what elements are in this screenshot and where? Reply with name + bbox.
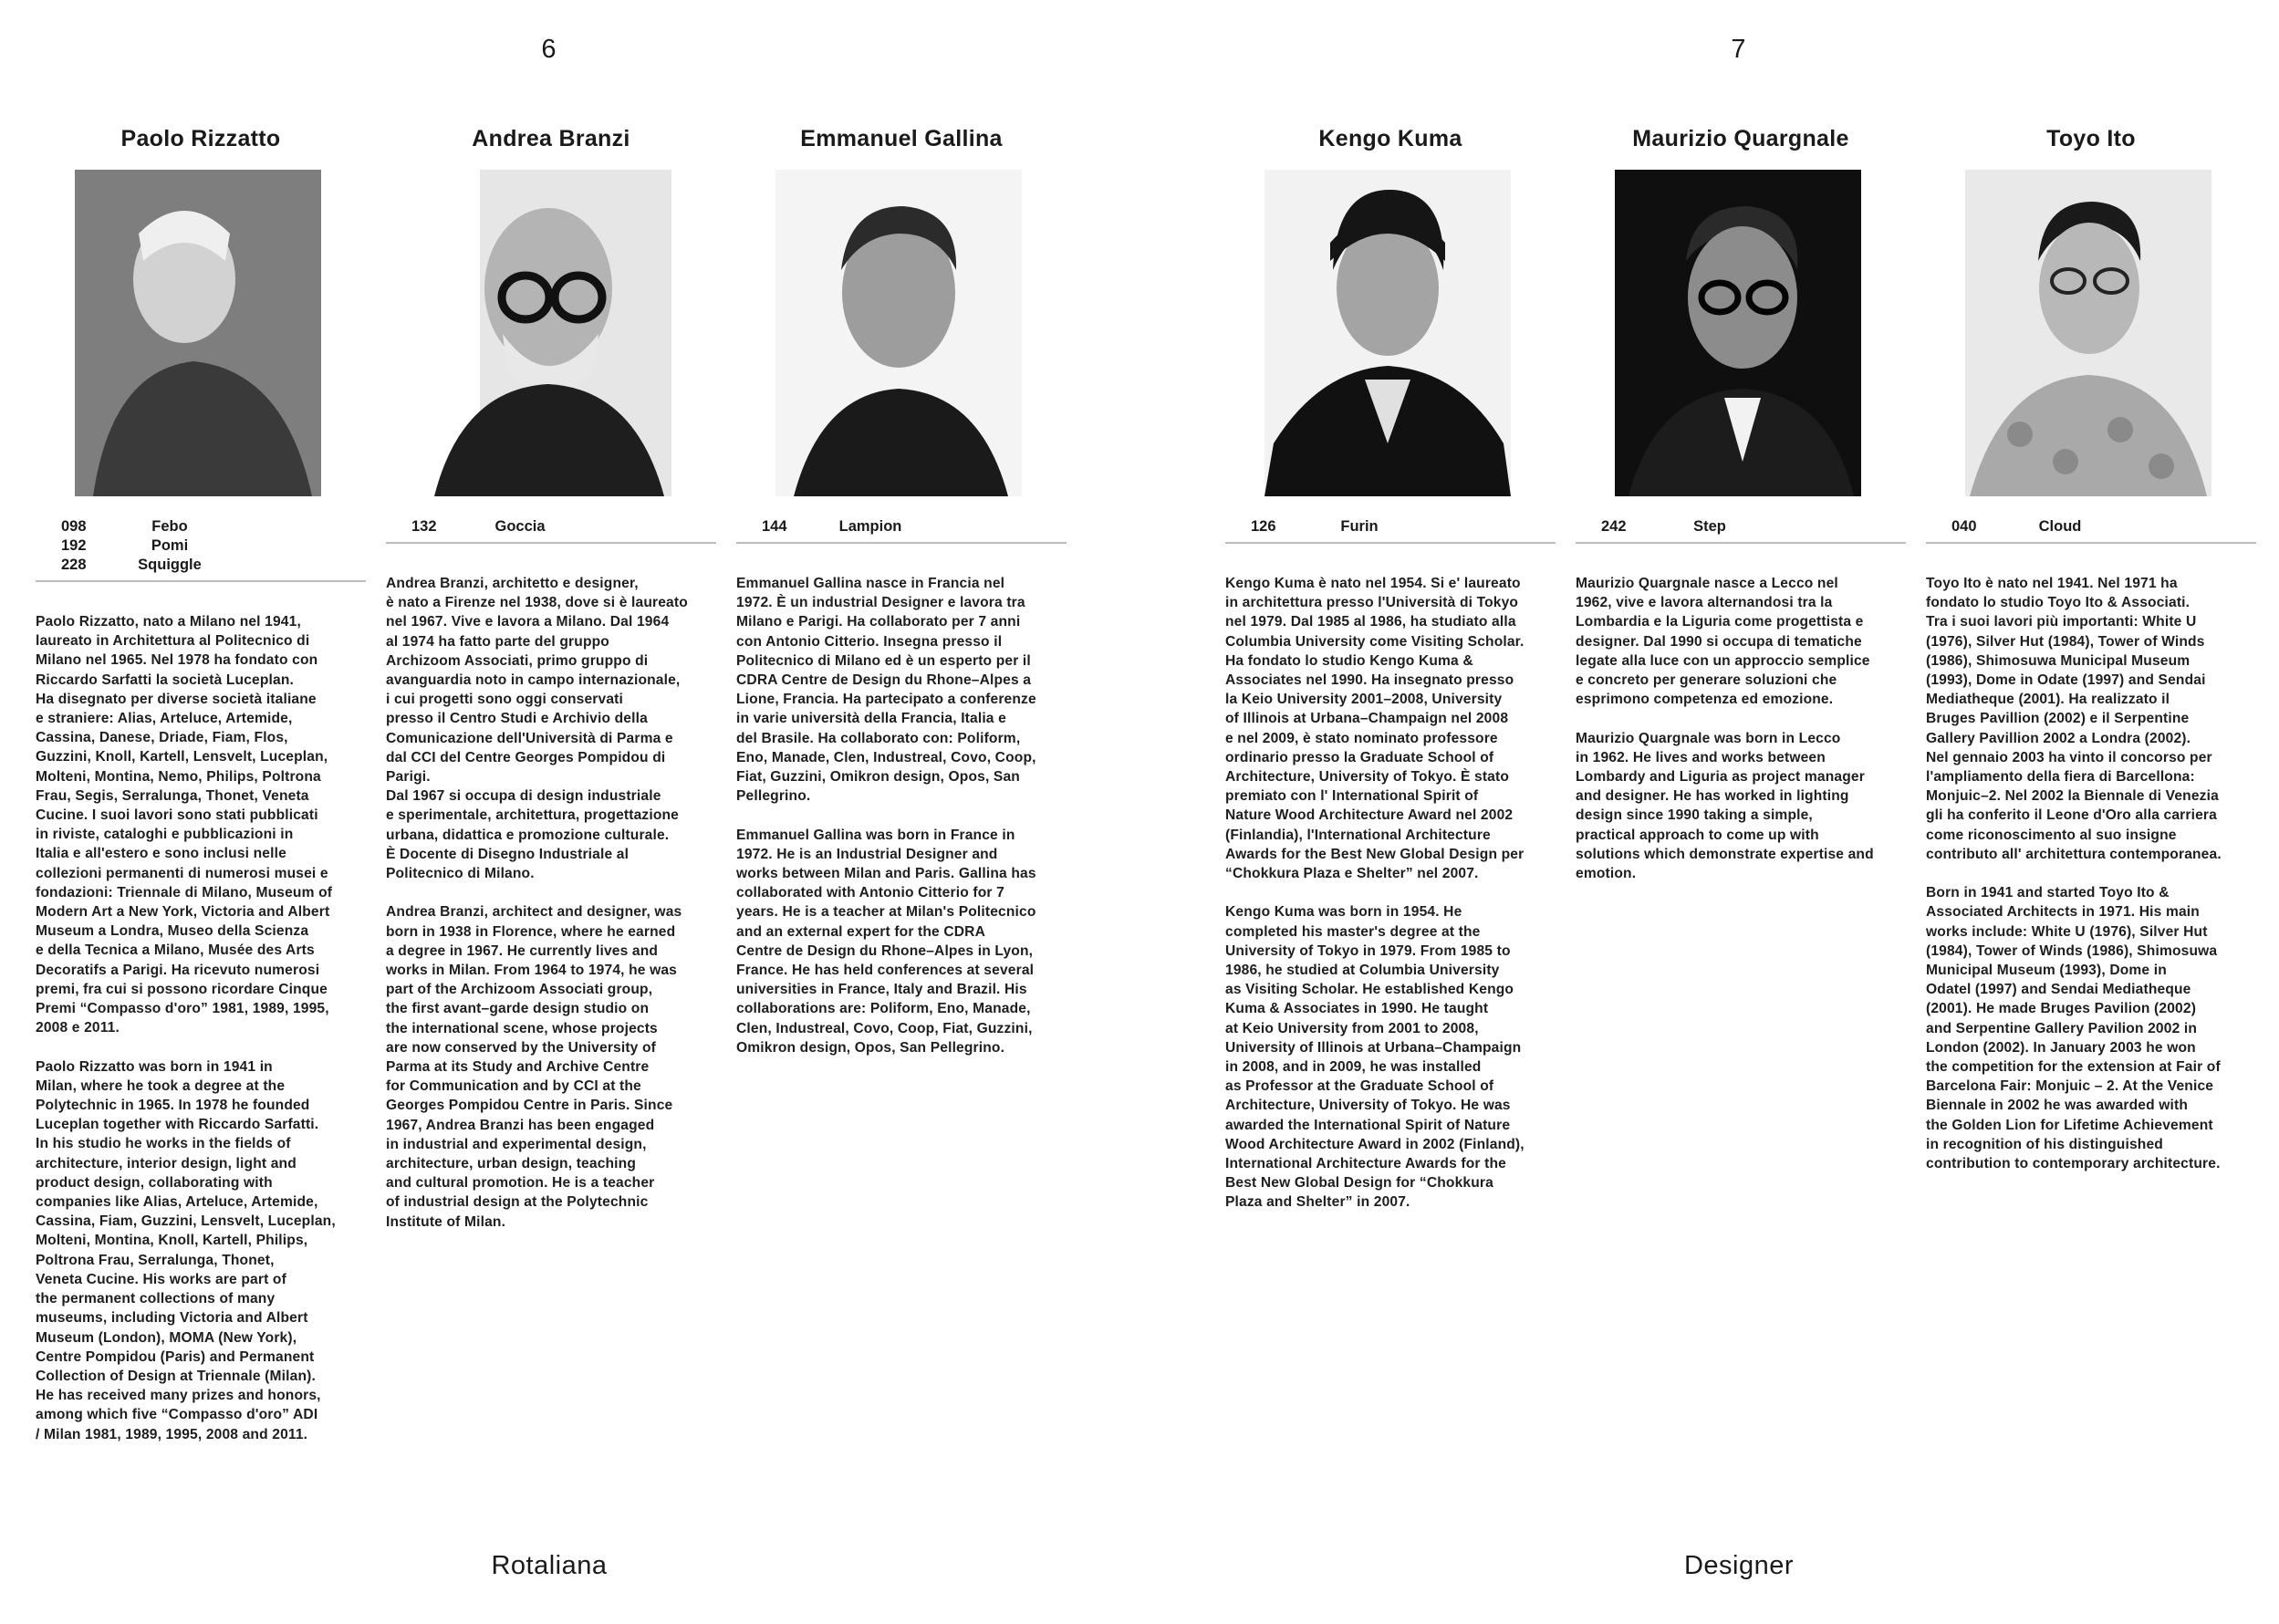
designer-portrait <box>1615 170 1861 496</box>
product-name: Goccia <box>494 518 546 535</box>
designer-name: Andrea Branzi <box>472 126 630 151</box>
bio-english: Maurizio Quargnale was born in Lecco in 1962. He lives and works between Lombardy and Liguria as project manager and designer. He has worked in lighting design since 1990 taking a simple, practical approach to come up with solutions which demonstrate expertise and emotion. <box>1576 730 1874 882</box>
bio-italian: Andrea Branzi, architetto e designer, è nato a Firenze nel 1938, dove si è laureato nel 1967. Vive e lavora a Milano. Dal 1964 al 1974 ha fatto parte del gruppo Archizoom Associati, primo gruppo di avanguardia noto in campo internazionale, i cui progetti sono oggi conservati presso il Centro Studi e Archivio della Comunicazione dell'Università di Parma e dal CCI del Centre Georges Pompidou di Parigi. Dal 1967 si occupa di design industriale e sperimentale, architettura, progettazione urbana, didattica e promozione culturale. È Docente di Disegno Industriale al Politecnico di Milano. <box>386 576 688 882</box>
product-name: Step <box>1693 518 1726 535</box>
product-code: 228 <box>61 557 87 573</box>
left-page-number: 6 <box>541 35 557 64</box>
designer-name: Kengo Kuma <box>1318 126 1462 151</box>
product-name: Furin <box>1340 518 1379 535</box>
designer-portrait <box>1965 170 2211 496</box>
product-row[interactable] <box>1576 517 1906 536</box>
product-name: Pomi <box>151 537 189 554</box>
product-code: 132 <box>411 518 437 535</box>
designer-bio <box>1576 574 1906 902</box>
bio-italian: Emmanuel Gallina nasce in Francia nel 1972. È un industrial Designer e lavora tra Milano e Parigi. Ha collaborato per 7 anni con Antonio Citterio. Insegna presso il Politecnico di Milano ed è un esperto per il CDRA Centre de Design du Rhone–Alpes a Lione, Francia. Ha partecipato a conferenze in varie università della Francia, Italia e del Brasile. Ha collaborato con: Poliform, Eno, Manade, Clen, Industreal, Covo, Coop, Fiat, Guzzini, Omikron design, Opos, San Pellegrino. <box>736 576 1036 805</box>
product-list <box>1225 517 1556 544</box>
designer-name: Maurizio Quargnale <box>1632 126 1849 151</box>
product-row[interactable] <box>1225 517 1556 536</box>
left-footer-title: Rotaliana <box>491 1551 608 1580</box>
designer-portrait <box>1264 170 1511 496</box>
designer-name: Paolo Rizzatto <box>120 126 281 151</box>
product-name: Lampion <box>838 518 902 535</box>
product-code: 126 <box>1251 518 1276 535</box>
bio-english: Kengo Kuma was born in 1954. He completed his master's degree at the University of Tokyo in 1979. From 1985 to 1986, he studied at Columbia University as Visiting Scholar. He established Kengo Kuma & Associates in 1990. He taught at Keio University from 2001 to 2008, University of Illinois at Urbana–Champaign in 2008, and in 2009, he was installed as Professor at the Graduate School of Architecture, University of Tokyo. He was awarded the International Spirit of Nature Wood Architecture Award in 2002 (Finland), International Architecture Awards for the Best New Global Design for “Chokkura Plaza and Shelter” in 2007. <box>1225 904 1525 1211</box>
product-list <box>736 517 1067 544</box>
designer-bio <box>36 612 366 1463</box>
product-row[interactable] <box>36 556 366 575</box>
bio-italian: Kengo Kuma è nato nel 1954. Si e' laureato in architettura presso l'Università di Tokyo nel 1979. Dal 1985 al 1986, ha studiato alla Columbia University come Visiting Scholar. Ha fondato lo studio Kengo Kuma & Associates nel 1990. Ha insegnato presso la Keio University 2001–2008, University of Illinois at Urbana–Champaign nel 2008 e nel 2009, è stato nominato professore ordinario presso la Graduate School of Architecture, University of Tokyo. È stato premiato con l' International Spirit of Nature Wood Architecture Award nel 2002 (Finlandia), l'International Architecture Awards for the Best New Global Design per “Chokkura Plaza e Shelter” nel 2007. <box>1225 576 1525 882</box>
right-footer-title: Designer <box>1683 1551 1795 1580</box>
product-code: 040 <box>1951 518 1977 535</box>
product-name: Squiggle <box>138 557 202 573</box>
product-row[interactable] <box>1926 517 2256 536</box>
bio-italian: Maurizio Quargnale nasce a Lecco nel 1962, vive e lavora alternandosi tra la Lombardia e la Liguria come progettista e designer. Dal 1990 si occupa di tematiche legate alla luce con un approccio semplice e concreto per generare soluzioni che esprimono competenza ed emozione. <box>1576 576 1870 708</box>
product-code: 098 <box>61 518 87 535</box>
bio-english: Emmanuel Gallina was born in France in 1972. He is an Industrial Designer and works between Milan and Paris. Gallina has collaborated with Antonio Citterio for 7 years. He is a teacher at Milan's Politecnico and an external expert for the CDRA Centre de Design du Rhone–Alpes in Lyon, France. He has held conferences at several universities in France, Italy and Brazil. His collaborations are: Poliform, Eno, Manade, Clen, Industreal, Covo, Coop, Fiat, Guzzini, Omikron design, Opos, San Pellegrino. <box>736 827 1036 1056</box>
product-name: Cloud <box>2038 518 2082 535</box>
designer-portrait <box>75 170 321 496</box>
designer-bio <box>1926 574 2256 1192</box>
product-row[interactable] <box>736 517 1067 536</box>
product-row[interactable] <box>386 517 716 536</box>
product-row[interactable] <box>36 536 366 556</box>
designer-portrait <box>425 170 671 496</box>
product-list <box>36 517 366 582</box>
product-code: 242 <box>1601 518 1627 535</box>
product-list <box>1926 517 2256 544</box>
designer-bio <box>736 574 1067 1077</box>
product-list <box>386 517 716 544</box>
designer-bio <box>1225 574 1556 1232</box>
designer-name: Emmanuel Gallina <box>800 126 1003 151</box>
designer-bio <box>386 574 716 1251</box>
product-row[interactable] <box>36 517 366 536</box>
bio-english: Paolo Rizzatto was born in 1941 in Milan, where he took a degree at the Polytechnic in 1965. In 1978 he founded Luceplan together with Riccardo Sarfatti. In his studio he works in the fields of architecture, interior design, light and product design, collaborating with companies like Alias, Arteluce, Artemide, Cassina, Fiam, Guzzini, Lensvelt, Luceplan, Molteni, Montina, Knoll, Kartell, Philips, Poltrona Frau, Serralunga, Thonet, Veneta Cucine. His works are part of the permanent collections of many museums, including Victoria and Albert Museum (London), MOMA (New York), Centre Pompidou (Paris) and Permanent Collection of Design at Triennale (Milan). He has received many prizes and honors, among which five “Compasso d'oro” ADI / Milan 1981, 1989, 1995, 2008 and 2011. <box>36 1058 336 1442</box>
product-name: Febo <box>151 518 188 535</box>
bio-italian: Paolo Rizzatto, nato a Milano nel 1941, laureato in Architettura al Politecnico di Milano nel 1965. Nel 1978 ha fondato con Riccardo Sarfatti la società Luceplan. Ha disegnato per diverse società italiane e straniere: Alias, Arteluce, Artemide, Cassina, Danese, Driade, Fiam, Flos, Guzzini, Knoll, Kartell, Lensvelt, Luceplan, Molteni, Montina, Nemo, Philips, Poltrona Frau, Segis, Serralunga, Thonet, Veneta Cucine. I suoi lavori sono stati pubblicati in riviste, cataloghi e pubblicazioni in Italia e all'estero e sono inclusi nelle collezioni permanenti di numerosi musei e fondazioni: Triennale di Milano, Museum of Modern Art a New York, Victoria and Albert Museum a Londra, Museo della Scienza e della Tecnica a Milano, Musée des Arts Decoratifs a Parigi. Ha ricevuto numerosi premi, fra cui si possono ricordare Cinque Premi “Compasso d'oro” 1981, 1989, 1995, 2008 e 2011. <box>36 614 333 1036</box>
designer-name: Toyo Ito <box>2046 126 2136 151</box>
product-code: 144 <box>762 518 787 535</box>
bio-english: Andrea Branzi, architect and designer, was born in 1938 in Florence, where he earned a degree in 1967. He currently lives and works in Milan. From 1964 to 1974, he was part of the Archizoom Associati group, the first avant–garde design studio on the international scene, whose projects are now conserved by the University of Parma at its Study and Archive Centre for Communication and by CCI at the Georges Pompidou Centre in Paris. Since 1967, Andrea Branzi has been engaged in industrial and experimental design, architecture, urban design, teaching and cultural promotion. He is a teacher of industrial design at the Polytechnic Institute of Milan. <box>386 904 682 1230</box>
right-page-number: 7 <box>1731 35 1747 64</box>
product-list <box>1576 517 1906 544</box>
bio-italian: Toyo Ito è nato nel 1941. Nel 1971 ha fondato lo studio Toyo Ito & Associati. Tra i suoi lavori più importanti: White U (1976), Silver Hut (1984), Tower of Winds (1986), Shimosuwa Municipal Museum (1993), Dome in Odate (1997) and Sendai Mediatheque (2001). Ha realizzato il Bruges Pavillion (2002) e il Serpentine Gallery Pavillion 2002 a Londra (2002). Nel gennaio 2003 ha vinto il concorso per l'ampliamento della fiera di Barcellona: Monjuic–2. Nel 2002 la Biennale di Venezia gli ha conferito il Leone d'Oro alla carriera come riconoscimento al suo insigne contributo all' architettura contemporanea. <box>1926 576 2222 862</box>
product-code: 192 <box>61 537 87 554</box>
designer-portrait <box>775 170 1022 496</box>
bio-english: Born in 1941 and started Toyo Ito & Associated Architects in 1971. His main works include: White U (1976), Silver Hut (1984), Tower of Winds (1986), Shimosuwa Municipal Museum (1993), Dome in Odatel (1997) and Sendai Mediatheque (2001). He made Bruges Pavilion (2002) and Serpentine Gallery Pavilion 2002 in London (2002). In January 2003 he won the competition for the extension at Fair of Barcelona Fair: Monjuic – 2. At the Venice Biennale in 2002 he was awarded with the Golden Lion for Lifetime Achievement in recognition of his distinguished contribution to contemporary architecture. <box>1926 885 2221 1172</box>
